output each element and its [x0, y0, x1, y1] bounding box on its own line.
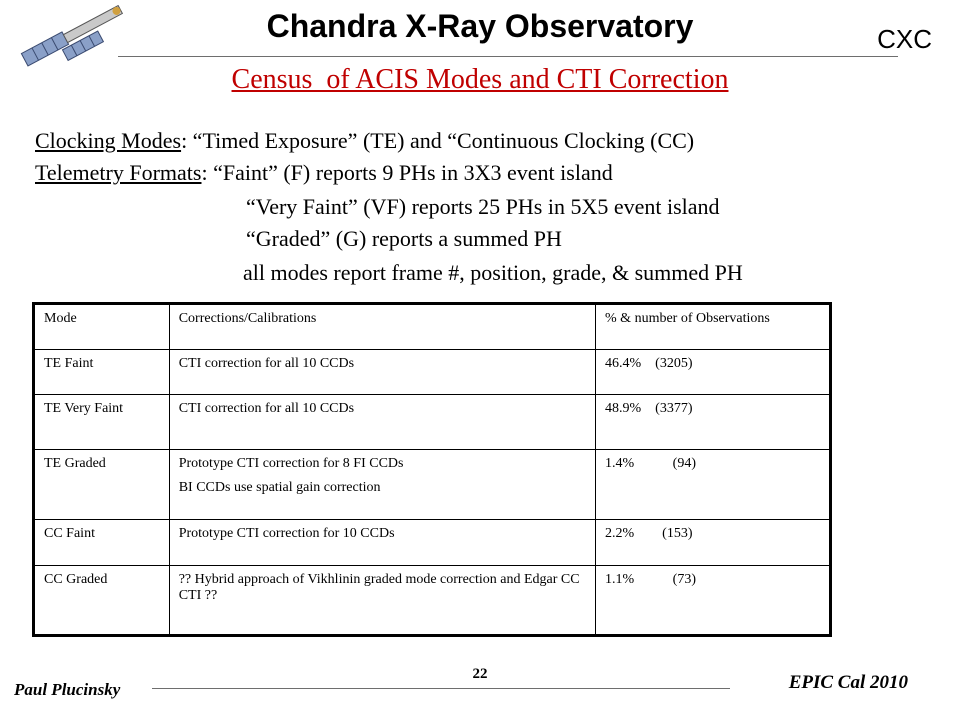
table-row	[34, 450, 831, 520]
observations-cell: 2.2% (153)	[596, 520, 831, 566]
conference-name: EPIC Cal 2010	[788, 672, 908, 693]
header-observations: % & number of Observations	[596, 304, 831, 350]
corrections-cell: Prototype CTI correction for 10 CCDs	[169, 520, 595, 566]
mode-cell: CC Faint	[34, 520, 170, 566]
corrections-cell: Prototype CTI correction for 8 FI CCDs BI CCDs use spatial gain correction	[169, 450, 595, 520]
observations-cell: 46.4% (3205)	[596, 350, 831, 395]
very-faint-line: “Very Faint” (VF) reports 25 PHs in 5X5 event island	[246, 194, 720, 219]
mode-cell: TE Very Faint	[34, 395, 170, 450]
mode-cell: CC Graded	[34, 566, 170, 636]
page-number: 22	[472, 666, 488, 682]
header-org: CXC	[877, 24, 932, 54]
table-row	[34, 350, 831, 395]
table-row	[34, 520, 831, 566]
all-modes-line: all modes report frame #, position, grade, & summed PH	[243, 260, 743, 285]
observations-cell: 1.1% (73)	[596, 566, 831, 636]
corrections-cell: CTI correction for all 10 CCDs	[169, 350, 595, 395]
author-name: Paul Plucinsky	[14, 680, 121, 699]
table-row	[34, 395, 831, 450]
graded-line: “Graded” (G) reports a summed PH	[246, 226, 562, 251]
mode-cell: TE Graded	[34, 450, 170, 520]
clocking-modes-text: : “Timed Exposure” (TE) and “Continuous Clocking (CC)	[181, 128, 695, 153]
table-header-row	[34, 304, 831, 350]
modes-table	[32, 302, 832, 637]
mode-cell: TE Faint	[34, 350, 170, 395]
slide-title: Census of ACIS Modes and CTI Correction	[231, 64, 729, 95]
observations-cell: 1.4% (94)	[596, 450, 831, 520]
telemetry-formats-line	[35, 160, 613, 186]
telemetry-formats-text: : “Faint” (F) reports 9 PHs in 3X3 event island	[201, 160, 613, 185]
corrections-cell: CTI correction for all 10 CCDs	[169, 395, 595, 450]
header-title: Chandra X-Ray Observatory	[266, 8, 694, 44]
clocking-modes-label: Clocking Modes	[35, 128, 182, 153]
header-corrections: Corrections/Calibrations	[169, 304, 595, 350]
header-mode: Mode	[34, 304, 170, 350]
telemetry-formats-label: Telemetry Formats	[35, 160, 202, 185]
observations-cell: 48.9% (3377)	[596, 395, 831, 450]
header-divider	[118, 56, 898, 57]
footer-divider	[152, 688, 730, 689]
corrections-cell: ?? Hybrid approach of Vikhlinin graded mode correction and Edgar CC CTI ??	[169, 566, 595, 636]
clocking-modes-line	[35, 128, 694, 154]
table-row	[34, 566, 831, 636]
